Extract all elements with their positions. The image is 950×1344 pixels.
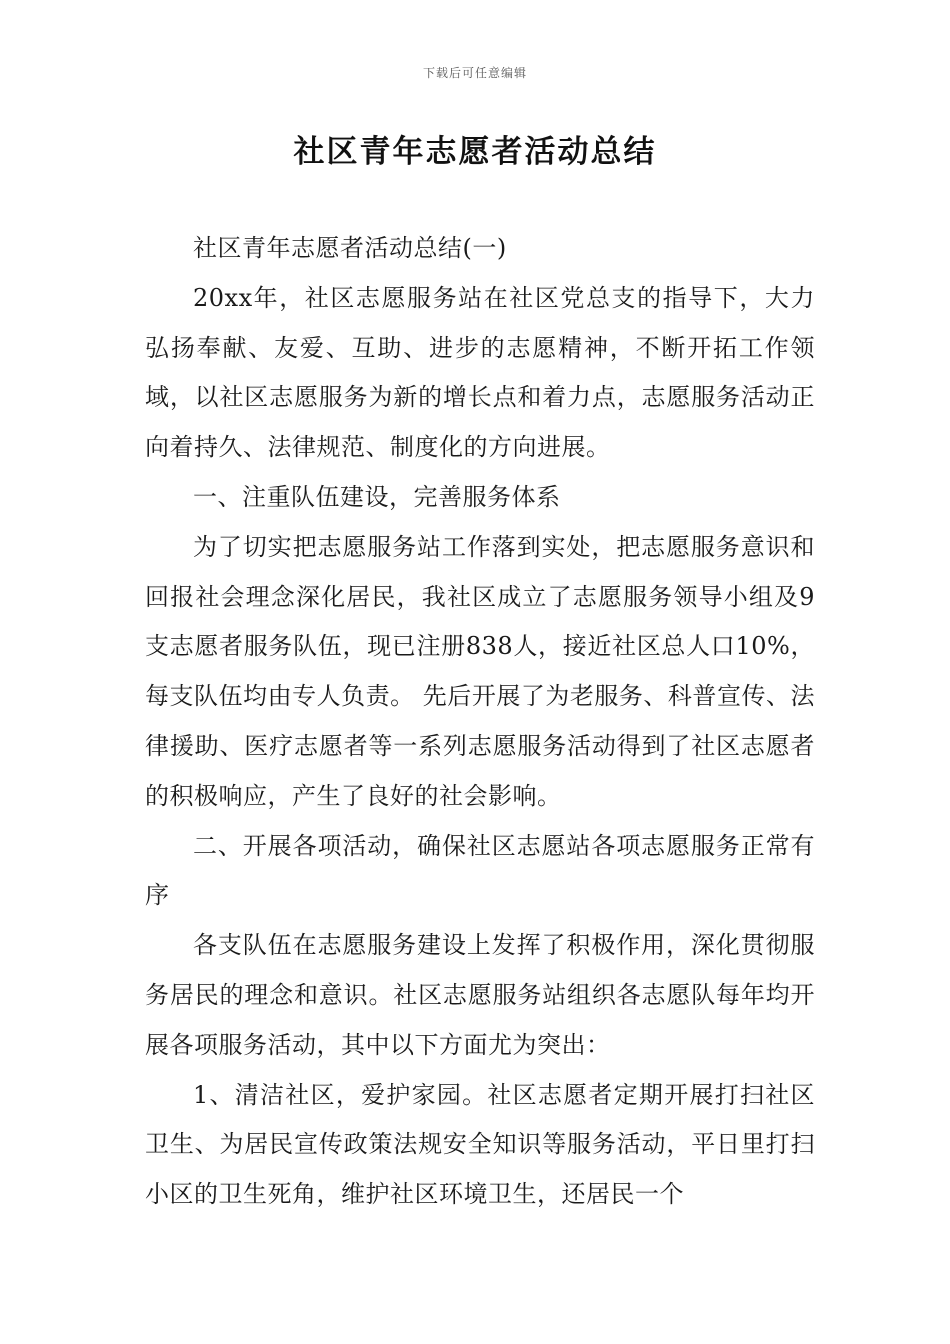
section-heading-team: 一、注重队伍建设，完善服务体系 <box>193 482 561 511</box>
paragraph-activities: 各支队伍在志愿服务建设上发挥了积极作用，深化贯彻服务居民的理念和意识。社区志愿服务站组织各志愿队每年均开展各项服务活动，其中以下方面尤为突出： <box>145 931 815 1059</box>
header-note: 下载后可任意编辑 <box>422 66 527 80</box>
section-heading-1: 社区青年志愿者活动总结(一) <box>193 234 507 262</box>
document-body <box>145 224 815 1220</box>
paragraph-clean-community: 1、清洁社区，爱护家园。社区志愿者定期开展打扫社区卫生、为居民宣传政策法规安全知识等服务活动，平日里打扫小区的卫生死角，维护社区环境卫生，还居民一个 <box>145 1080 815 1209</box>
paragraph-intro: 20xx年，社区志愿服务站在社区党总支的指导下，大力弘扬奉献、友爱、互助、进步的志愿精神，不断开拓工作领域，以社区志愿服务为新的增长点和着力点，志愿服务活动正向着持久、法律规范、制度化的方向进展。 <box>145 283 815 462</box>
section-heading-activities: 二、开展各项活动，确保社区志愿站各项志愿服务正常有序 <box>145 831 815 910</box>
paragraph-team: 为了切实把志愿服务站工作落到实处，把志愿服务意识和回报社会理念深化居民，我社区成立了志愿服务领导小组及9支志愿者服务队伍，现已注册838人，接近社区总人口10%，每支队伍均由专人负责。 先后开展了为老服务、科普宣传、法律援助、医疗志愿者等一系列志愿服务活动得到了社区志愿者的积极响应，产生了良好的社会影响。 <box>145 532 815 810</box>
document-title: 社区青年志愿者活动总结 <box>293 134 657 170</box>
